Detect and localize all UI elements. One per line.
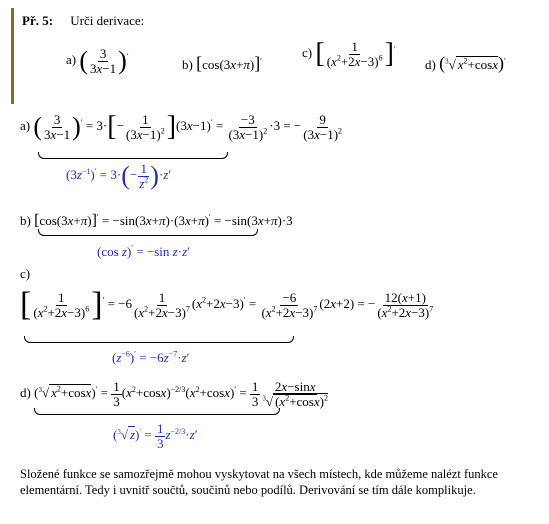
hint-d: ($^3$√ z)′ = $\frac{1}{3}$ $z^{-2/3}\cdot z'$ [113,421,198,451]
exercise-header [22,13,144,29]
solution-c-label-row [20,266,30,282]
brace-d [34,408,280,415]
task-a-label: a) [66,52,77,68]
solution-d: d) ($^3$√ $x^2+\cos x)'$ = $\frac{1}{3}$ $(x^2+\cos x)^{-2/3}(x^2+\cos x)'$ = $\frac{1}{3}$ $\frac{2x-\sin x}{^3√ (x^2+\cos x)^2}$ [20,379,328,409]
task-c: c) [ $\frac{1}{(x^2+2x-3)^6}$ ]′ [302,38,396,70]
task-b: b) [cos(3x+π)]′ [182,53,263,73]
exercise-instruction: Urči derivace: [70,13,145,28]
brace-b [38,229,258,236]
hint-b: (cos z)′ = −sin z·z′ [97,243,190,259]
left-accent-bar [11,8,14,104]
solution-b-label: b) [20,213,31,228]
task-c-label: c) [302,45,313,61]
solution-d-label: d) [20,385,31,401]
solution-a-label: a) [20,118,31,134]
hint-a: $(3z^{-1})' = 3\cdot(-$ $\frac{1}{z^2}$ )·z′ [66,161,172,191]
solution-c-label: c) [20,266,31,281]
solution-a: a) ( $\frac{3}{3x-1}$ )′ = 3·[− $\frac{1}{(3x-1)^2}$ ](3x−1)′ = $\frac{-3}{(3x-1)^2}$ ·3 = − $\frac{9}{(3x-1)^2}$ [20,111,343,143]
solution-b: b) [cos(3x+π)]′ = −sin(3x+π)·(3x+π)′ = −sin(3x+π)·3 [20,212,293,229]
task-b-label: b) [182,57,193,72]
task-d-label: d) [425,57,436,72]
solution-c: [ $\frac{1}{(x^2+2x-3)^6}$ ]′ = −6 $\frac{1}{(x^2+2x-3)^7}$ $(x^2+2x-3)'$ = $\frac{-6}{(x^2+2x-3)^7}$ (2x+2) = − $\frac{12(x+1)}{(x^2+2x-3)^7}$ [20,286,434,323]
task-d: d) ($^3$√ $x^2+\cos x)'$ [425,53,506,73]
brace-a [38,152,228,159]
hint-c: $(z^{-6})' = -6z^{-7}\cdot z'$ [112,349,190,365]
brace-c [24,336,294,343]
exercise-number: Př. 5: [22,13,54,28]
task-a: a) ( $\frac{3}{3x-1}$ )′ [66,46,129,76]
footer-paragraph: Složené funkce se samozřejmě mohou vyskytovat na všech místech, kde můžeme nalézt funkce elementární. Tedy i uvnitř součtů, součinů nebo podílů. Derivování se tím dále komplikuje. [20,467,498,497]
